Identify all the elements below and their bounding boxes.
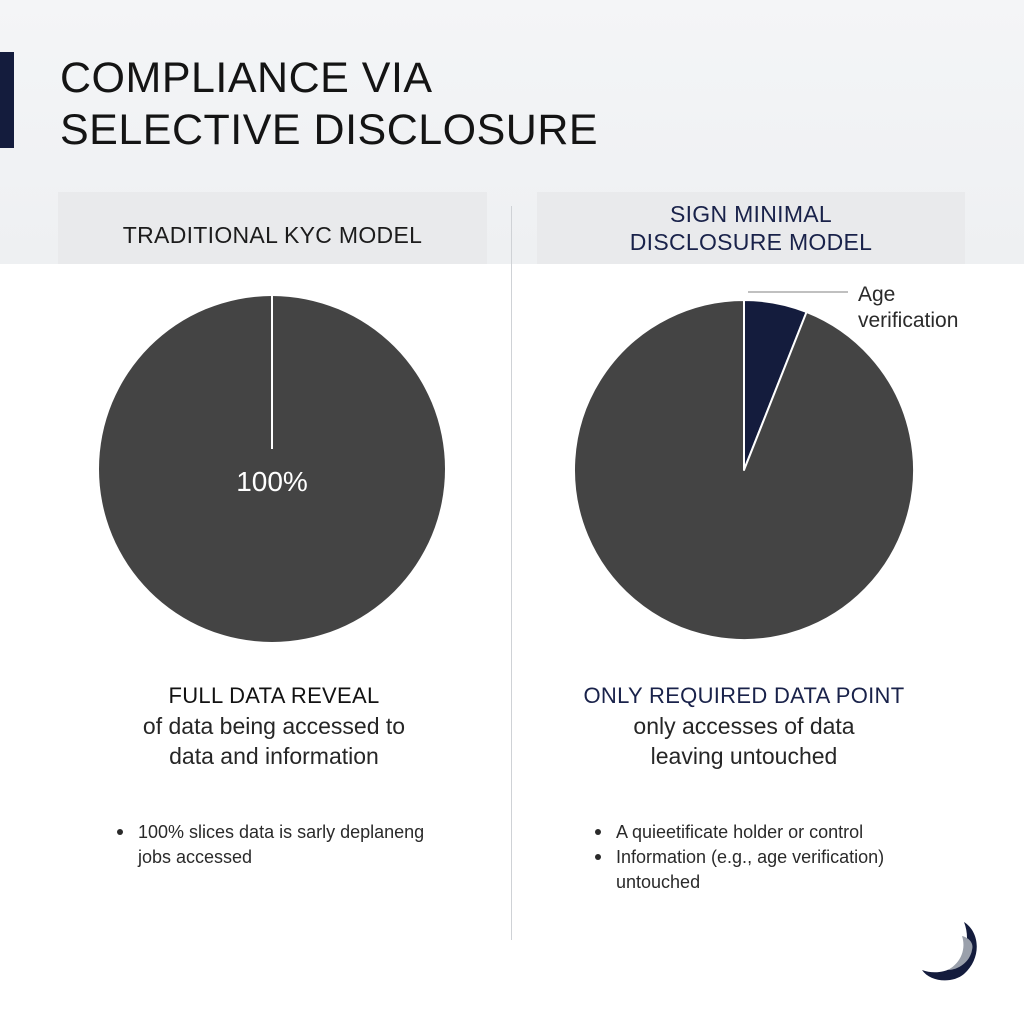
right-bullet-item: A quieetificate holder or control: [591, 820, 941, 845]
right-heading-line-1: SIGN MINIMAL: [669, 201, 833, 227]
right-caption: [530, 681, 958, 771]
right-bullet-item: Information (e.g., age verification) untouched: [591, 845, 941, 895]
pie-center-label: 100%: [236, 466, 308, 497]
left-pie-chart: [99, 296, 445, 642]
left-caption: [58, 681, 490, 771]
page-title-line-2: SELECTIVE DISCLOSURE: [60, 106, 599, 154]
pie-slice: [574, 300, 914, 640]
right-caption-title: ONLY REQUIRED DATA POINT: [583, 683, 905, 708]
right-bullet-list: [591, 820, 941, 895]
left-caption-title: FULL DATA REVEAL: [168, 683, 380, 708]
left-bullet-list: [113, 820, 443, 870]
left-bullet-item: 100% slices data is sarly deplaneng jobs accessed: [113, 820, 443, 870]
left-caption-line-1: of data being accessed to: [142, 713, 406, 739]
page-title-line-1: COMPLIANCE VIA: [60, 54, 433, 102]
pie-annotation-label: verification: [858, 309, 959, 332]
left-caption-line-2: data and information: [169, 743, 379, 769]
left-panel-heading-text: TRADITIONAL KYC MODEL: [122, 222, 423, 248]
right-caption-line-2: leaving untouched: [650, 743, 838, 769]
right-caption-line-1: only accesses of data: [633, 713, 855, 739]
pie-annotation-label: Age: [858, 283, 896, 306]
right-heading-line-2: DISCLOSURE MODEL: [629, 229, 873, 255]
brand-logo-icon: [918, 918, 982, 982]
right-pie-chart: [574, 283, 958, 640]
